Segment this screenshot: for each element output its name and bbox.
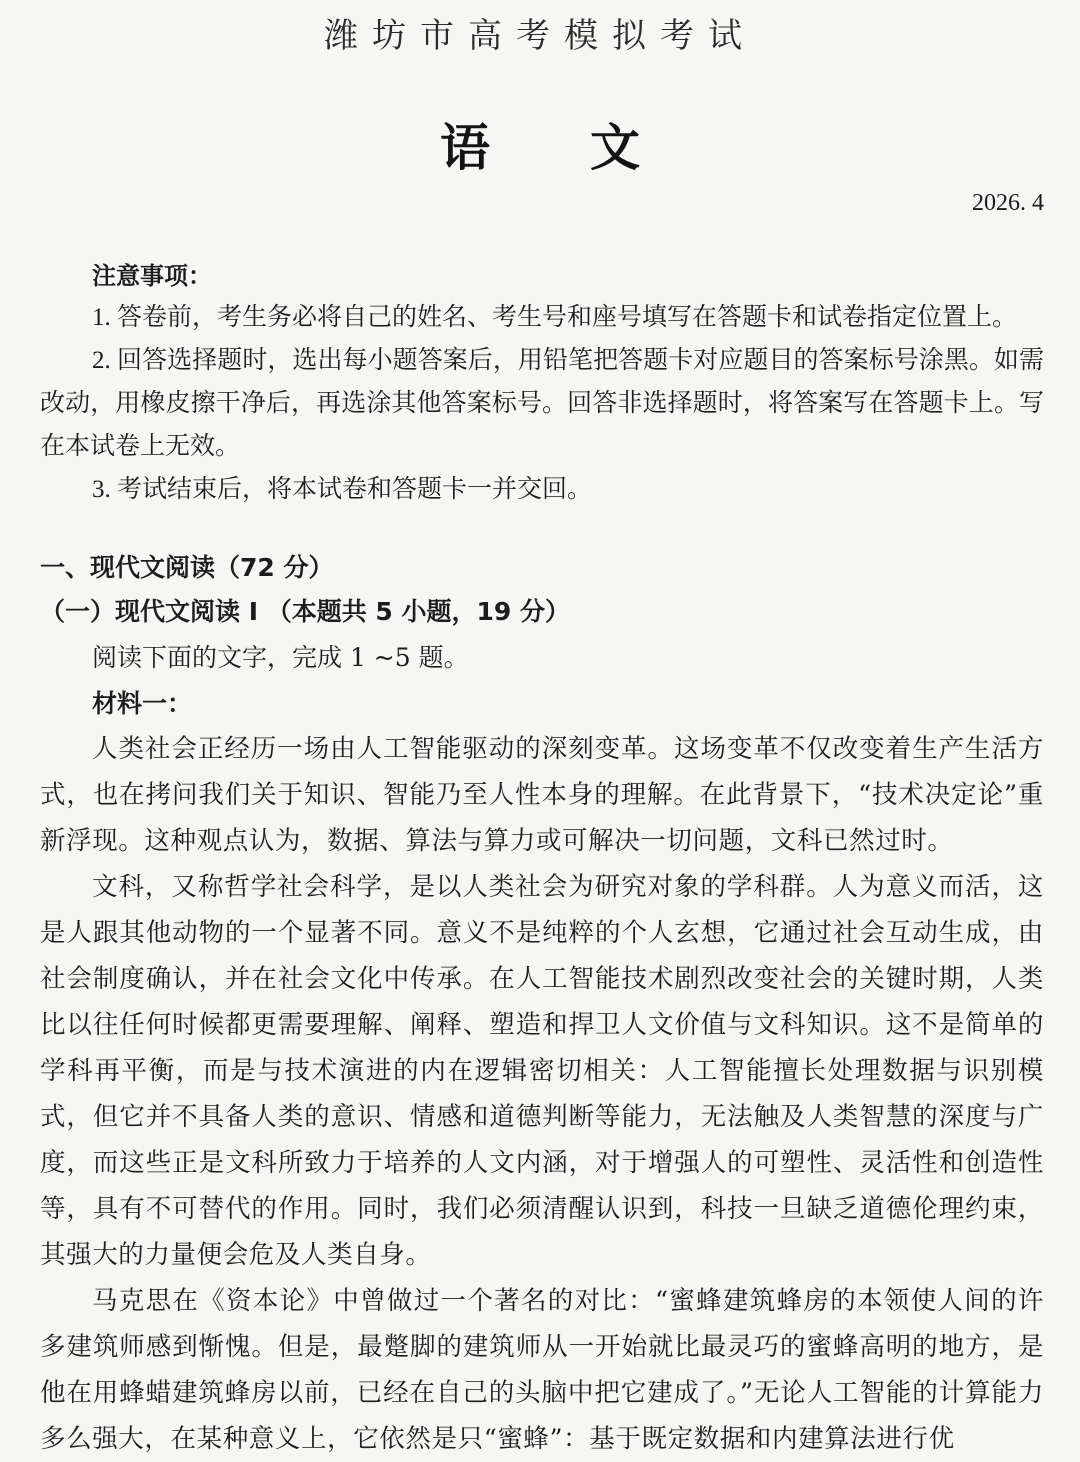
section-subtitle: （一）现代文阅读 I （本题共 5 小题，19 分） (40, 597, 571, 626)
exam-title: 潍坊市高考模拟考试 (324, 16, 756, 56)
reading-passage (40, 726, 1044, 1462)
notice-item-1: 1. 答卷前，考生务必将自己的姓名、考生号和座号填写在答题卡和试卷指定位置上。 (92, 304, 1018, 331)
passage-paragraph-3: 马克思在《资本论》中曾做过一个著名的对比：“蜜蜂建筑蜂房的本领使人间的许多建筑师感到惭愧。但是，最蹩脚的建筑师从一开始就比最灵巧的蜜蜂高明的地方，是他在用蜂蜡建筑蜂房以前，已经在自己的头脑中把它建成了。”无论人工智能的计算能力多么强大，在某种意义上，它依然是只“蜜蜂”：基于既定数据和内建算法进行优 (40, 1286, 1044, 1454)
material-label: 材料一： (92, 689, 193, 718)
passage-paragraph-2: 文科，又称哲学社会科学，是以人类社会为研究对象的学科群。人为意义而活，这是人跟其他动物的一个显著不同。意义不是纯粹的个人玄想，它通过社会互动生成，由社会制度确认，并在社会文化中传承。在人工智能技术剧烈改变社会的关键时期，人类比以往任何时候都更需要理解、阐释、塑造和捍卫人文价值与文科知识。这不是简单的学科再平衡，而是与技术演进的内在逻辑密切相关：人工智能擅长处理数据与识别模式，但它并不具备人类的意识、情感和道德判断等能力，无法触及人类智慧的深度与广度，而这些正是文科所致力于培养的人文内涵，对于增强人的可塑性、灵活性和创造性等，具有不可替代的作用。同时，我们必须清醒认识到，科技一旦缺乏道德伦理约束，其强大的力量便会危及人类自身。 (40, 872, 1044, 1270)
notice-item-3: 3. 考试结束后，将本试卷和答题卡一并交回。 (92, 476, 593, 503)
notice-heading: 注意事项： (92, 262, 212, 290)
section-title: 一、现代文阅读（72 分） (40, 553, 334, 582)
notice-list (40, 296, 1044, 511)
subject-title: 语文 (440, 118, 740, 177)
passage-paragraph-1: 人类社会正经历一场由人工智能驱动的深刻变革。这场变革不仅改变着生产生活方式，也在拷问我们关于知识、智能乃至人性本身的理解。在此背景下，“技术决定论”重新浮现。这种观点认为，数据、算法与算力或可解决一切问题，文科已然过时。 (40, 734, 1044, 856)
exam-date: 2026. 4 (972, 190, 1044, 216)
reading-instruction: 阅读下面的文字，完成 1 ~5 题。 (92, 643, 469, 672)
notice-item-2: 2. 回答选择题时，选出每小题答案后，用铅笔把答题卡对应题目的答案标号涂黑。如需改动，用橡皮擦干净后，再选涂其他答案标号。回答非选择题时，将答案写在答题卡上。写在本试卷上无效。 (40, 347, 1044, 460)
